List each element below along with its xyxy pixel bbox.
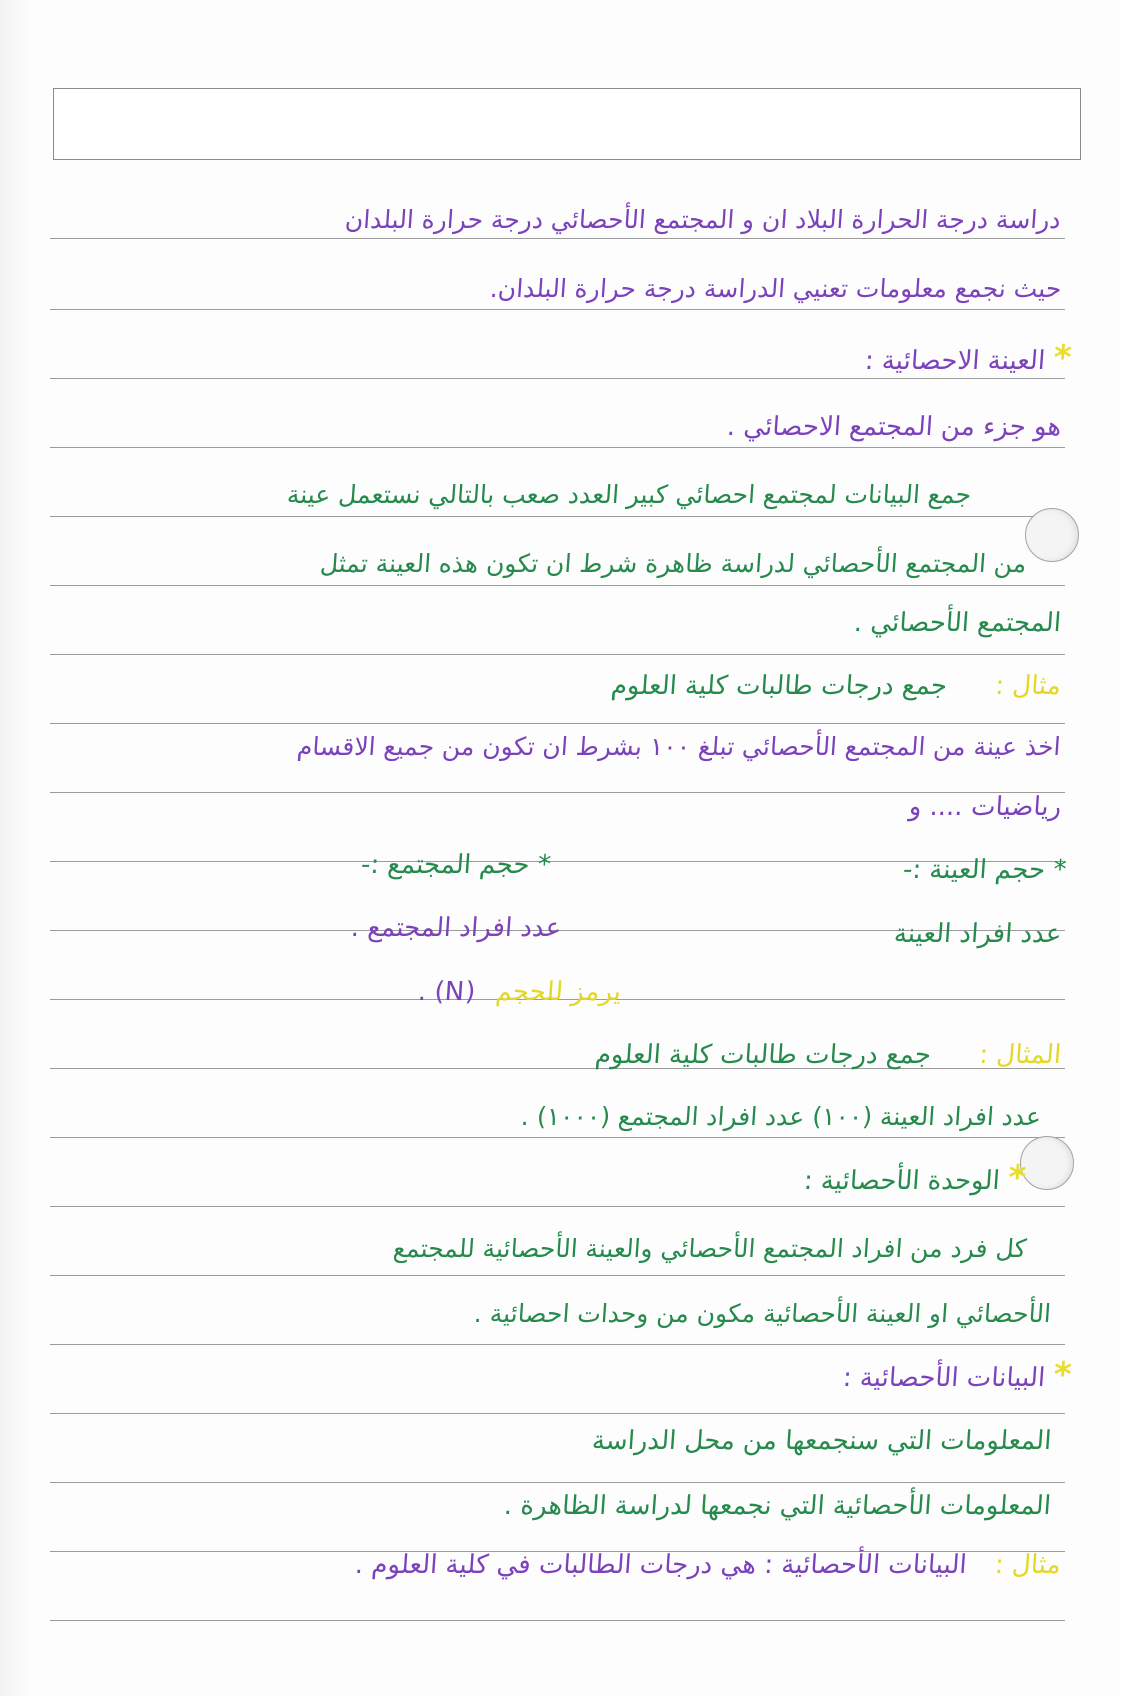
example-label-3: مثال : bbox=[994, 1550, 1063, 1580]
page-edge-shadow bbox=[0, 0, 30, 1696]
note-line-5: جمع البيانات لمجتمع احصائي كبير العدد صعب بالتالي نستعمل عينة bbox=[285, 480, 973, 509]
note-line-21: المعلومات الأحصائية التي نجمعها لدراسة الظاهرة . bbox=[503, 1491, 1053, 1521]
note-line-17: كل فرد من افراد المجتمع الأحصائي والعينة الأحصائية للمجتمع bbox=[391, 1234, 1028, 1263]
example-text: جمع درجات طالبات كلية العلوم bbox=[610, 671, 949, 701]
note-line-1: دراسة درجة الحرارة البلاد ان و المجتمع الأحصائي درجة حرارة البلدان bbox=[344, 205, 1063, 234]
note-line-6: من المجتمع الأحصائي لدراسة ظاهرة شرط ان تكون هذه العينة تمثل bbox=[318, 549, 1028, 578]
heading-text: العينة الاحصائية : bbox=[863, 346, 1046, 376]
star-marker-2: * bbox=[1006, 1158, 1028, 1198]
ruled-line bbox=[50, 1275, 1065, 1276]
ruled-line bbox=[50, 238, 1065, 239]
note-line-20: المعلومات التي سنجمعها من محل الدراسة bbox=[590, 1426, 1053, 1456]
ruled-line bbox=[50, 585, 1065, 586]
example-line-3 bbox=[354, 1548, 1062, 1582]
population-count-text: عدد افراد المجتمع . bbox=[349, 913, 563, 943]
note-line-10: رياضيات .... و bbox=[907, 792, 1063, 822]
binder-hole bbox=[1025, 508, 1079, 562]
heading-text-2: الوحدة الأحصائية : bbox=[802, 1166, 1001, 1196]
ruled-line bbox=[50, 723, 1065, 724]
ruled-line bbox=[50, 309, 1065, 310]
star-marker: * bbox=[1051, 338, 1073, 378]
heading-statistical-data bbox=[841, 1355, 1073, 1395]
example-line-2 bbox=[594, 1038, 1062, 1072]
example-label: مثال : bbox=[994, 671, 1063, 701]
ruled-line bbox=[50, 1620, 1065, 1621]
note-line-2: حيث نجمع معلومات تعنيي الدراسة درجة حرارة البلدان. bbox=[488, 274, 1063, 303]
heading-statistical-sample bbox=[863, 338, 1073, 378]
example-text-3: البيانات الأحصائية : هي درجات الطالبات في كلية العلوم . bbox=[354, 1550, 969, 1580]
sample-size-label: * حجم العينة :- bbox=[901, 855, 1068, 885]
example-text-2: جمع درجات طالبات كلية العلوم bbox=[593, 1040, 932, 1070]
star-marker-3: * bbox=[1051, 1355, 1073, 1395]
ruled-line bbox=[50, 1137, 1065, 1138]
example-label-2: المثال : bbox=[978, 1040, 1063, 1070]
symbol-text: (N) . bbox=[416, 977, 477, 1007]
symbol-line bbox=[417, 975, 622, 1009]
ruled-line bbox=[50, 654, 1065, 655]
sample-count-text: عدد افراد العينة bbox=[892, 919, 1063, 949]
note-line-7: المجتمع الأحصائي . bbox=[852, 608, 1063, 638]
note-line-18: الأحصائي او العينة الأحصائية مكون من وحدات احصائية . bbox=[473, 1299, 1053, 1328]
binder-hole bbox=[1020, 1136, 1074, 1190]
header-box bbox=[53, 88, 1081, 160]
note-line-4: هو جزء من المجتمع الاحصائي . bbox=[725, 412, 1063, 442]
ruled-line bbox=[50, 516, 1065, 517]
note-line-15: عدد افراد العينة (١٠٠) عدد افراد المجتمع (١٠٠٠) . bbox=[519, 1102, 1043, 1131]
population-size-label: * حجم المجتمع :- bbox=[360, 850, 553, 880]
ruled-line bbox=[50, 1413, 1065, 1414]
note-line-9: اخذ عينة من المجتمع الأحصائي تبلغ ١٠٠ بشرط ان تكون من جميع الاقسام bbox=[296, 732, 1063, 761]
ruled-line bbox=[50, 378, 1065, 379]
heading-statistical-unit bbox=[802, 1158, 1028, 1198]
ruled-line bbox=[50, 1482, 1065, 1483]
ruled-line bbox=[50, 447, 1065, 448]
symbol-label: يرمز للحجم bbox=[494, 977, 623, 1007]
ruled-line bbox=[50, 1344, 1065, 1345]
heading-text-3: البيانات الأحصائية : bbox=[841, 1363, 1046, 1393]
example-line-1 bbox=[610, 669, 1062, 703]
ruled-line bbox=[50, 1206, 1065, 1207]
